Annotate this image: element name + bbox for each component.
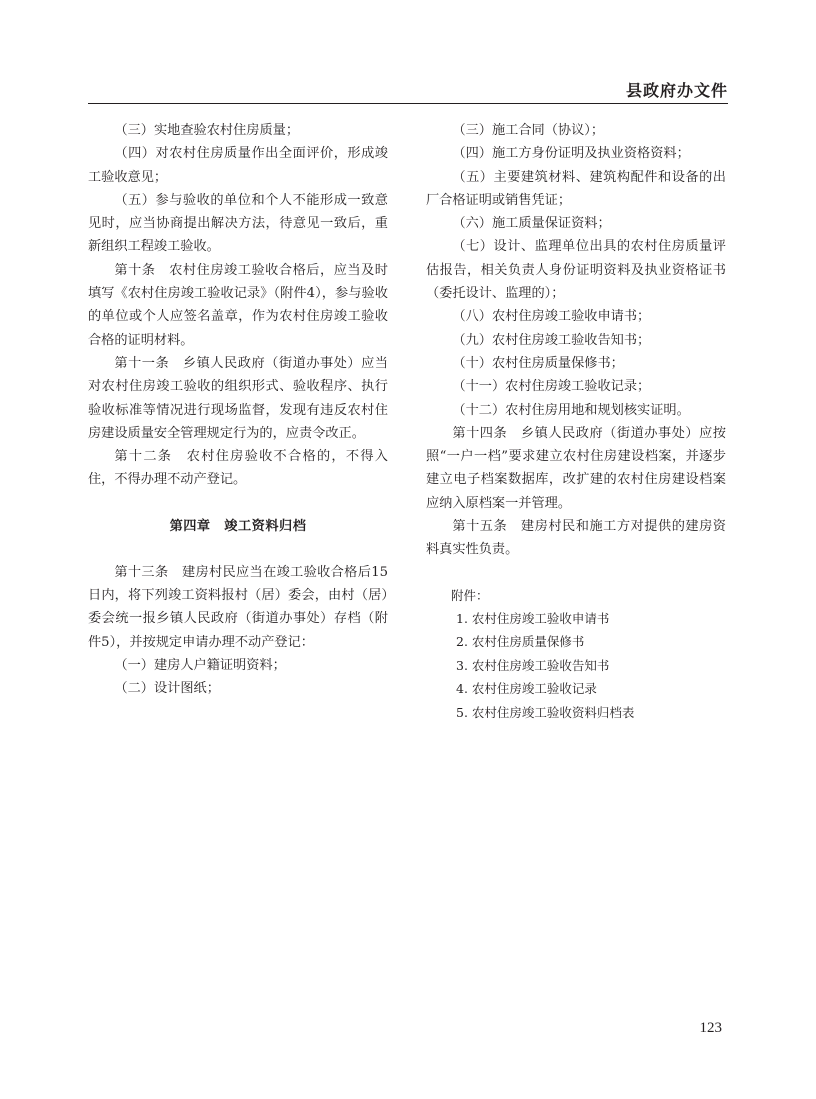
paragraph: （三）实地查验农村住房质量； (114, 123, 300, 138)
paragraph: 第十条 农村住房竣工验收合格后，应当及时填写《农村住房竣工验收记录》（附件4），参与验收的单位或个人应签名盖章，作为农村住房竣工验收合格的证明材料。 (88, 262, 388, 348)
paragraph: （十二）农村住房用地和规划核实证明。 (452, 402, 690, 418)
paragraph: （四）施工方身份证明及执业资格资料； (452, 146, 690, 162)
attachments-title: 附件： (451, 587, 489, 603)
paragraph: （八）农村住房竣工验收申请书； (452, 309, 651, 325)
paragraph: 第十二条 农村住房验收不合格的，不得入住，不得办理不动产登记。 (88, 449, 388, 488)
paragraph: （十一）农村住房竣工验收记录； (452, 379, 651, 395)
paragraph: （十）农村住房质量保修书； (452, 355, 624, 371)
paragraph: （一）建房人户籍证明资料； (114, 657, 286, 673)
attachment-item: 5. 农村住房竣工验收资料归档表 (456, 705, 635, 721)
paragraph: （六）施工质量保证资料； (452, 216, 611, 232)
page-header-title: 县政府办文件 (625, 81, 728, 100)
attachment-item: 4. 农村住房竣工验收记录 (456, 681, 597, 697)
paragraph: 第十三条 建房村民应当在竣工验收合格后15日内，将下列竣工资料报村（居）委会，由村（居）委会统一报乡镇人民政府（街道办事处）存档（附件5），并按规定申请办理不动产登记： (88, 564, 388, 650)
attachment-item: 1. 农村住房竣工验收申请书 (456, 610, 610, 626)
chapter-heading: 第四章 竣工资料归档 (169, 518, 307, 534)
page-number: 123 (699, 1020, 722, 1036)
spacer (426, 562, 726, 585)
attachment-item: 3. 农村住房竣工验收告知书 (456, 657, 610, 673)
paragraph: （七）设计、监理单位出具的农村住房质量评估报告，相关负责人身份证明资料及执业资格证书（委托设计、监理的）； (426, 239, 726, 302)
paragraph: （五）主要建筑材料、建筑构配件和设备的出厂合格证明或销售凭证； (426, 169, 726, 208)
paragraph: （五）参与验收的单位和个人不能形成一致意见时，应当协商提出解决方法，待意见一致后，重新组织工程竣工验收。 (88, 192, 388, 255)
spacer (88, 538, 388, 561)
paragraph: （三）施工合同（协议）； (452, 123, 605, 138)
paragraph: （二）设计图纸； (114, 681, 220, 697)
attachment-item: 2. 农村住房质量保修书 (456, 634, 585, 650)
paragraph: 第十四条 乡镇人民政府（街道办事处）应按照“一户一档”要求建立农村住房建设档案，并逐步建立电子档案数据库，改扩建的农村住房建设档案应纳入原档案一并管理。 (426, 425, 726, 511)
paragraph: （九）农村住房竣工验收告知书； (452, 332, 651, 348)
spacer (88, 492, 388, 515)
left-column (88, 119, 388, 701)
paragraph: 第十一条 乡镇人民政府（街道办事处）应当对农村住房竣工验收的组织形式、验收程序、执行验收标准等情况进行现场监督，发现有违反农村住房建设质量安全管理规定行为的，应责令改正。 (88, 355, 388, 441)
paragraph: （四）对农村住房质量作出全面评价，形成竣工验收意见； (88, 146, 388, 185)
header-rule (88, 103, 728, 104)
right-column (426, 119, 726, 725)
paragraph: 第十五条 建房村民和施工方对提供的建房资料真实性负责。 (426, 519, 726, 558)
